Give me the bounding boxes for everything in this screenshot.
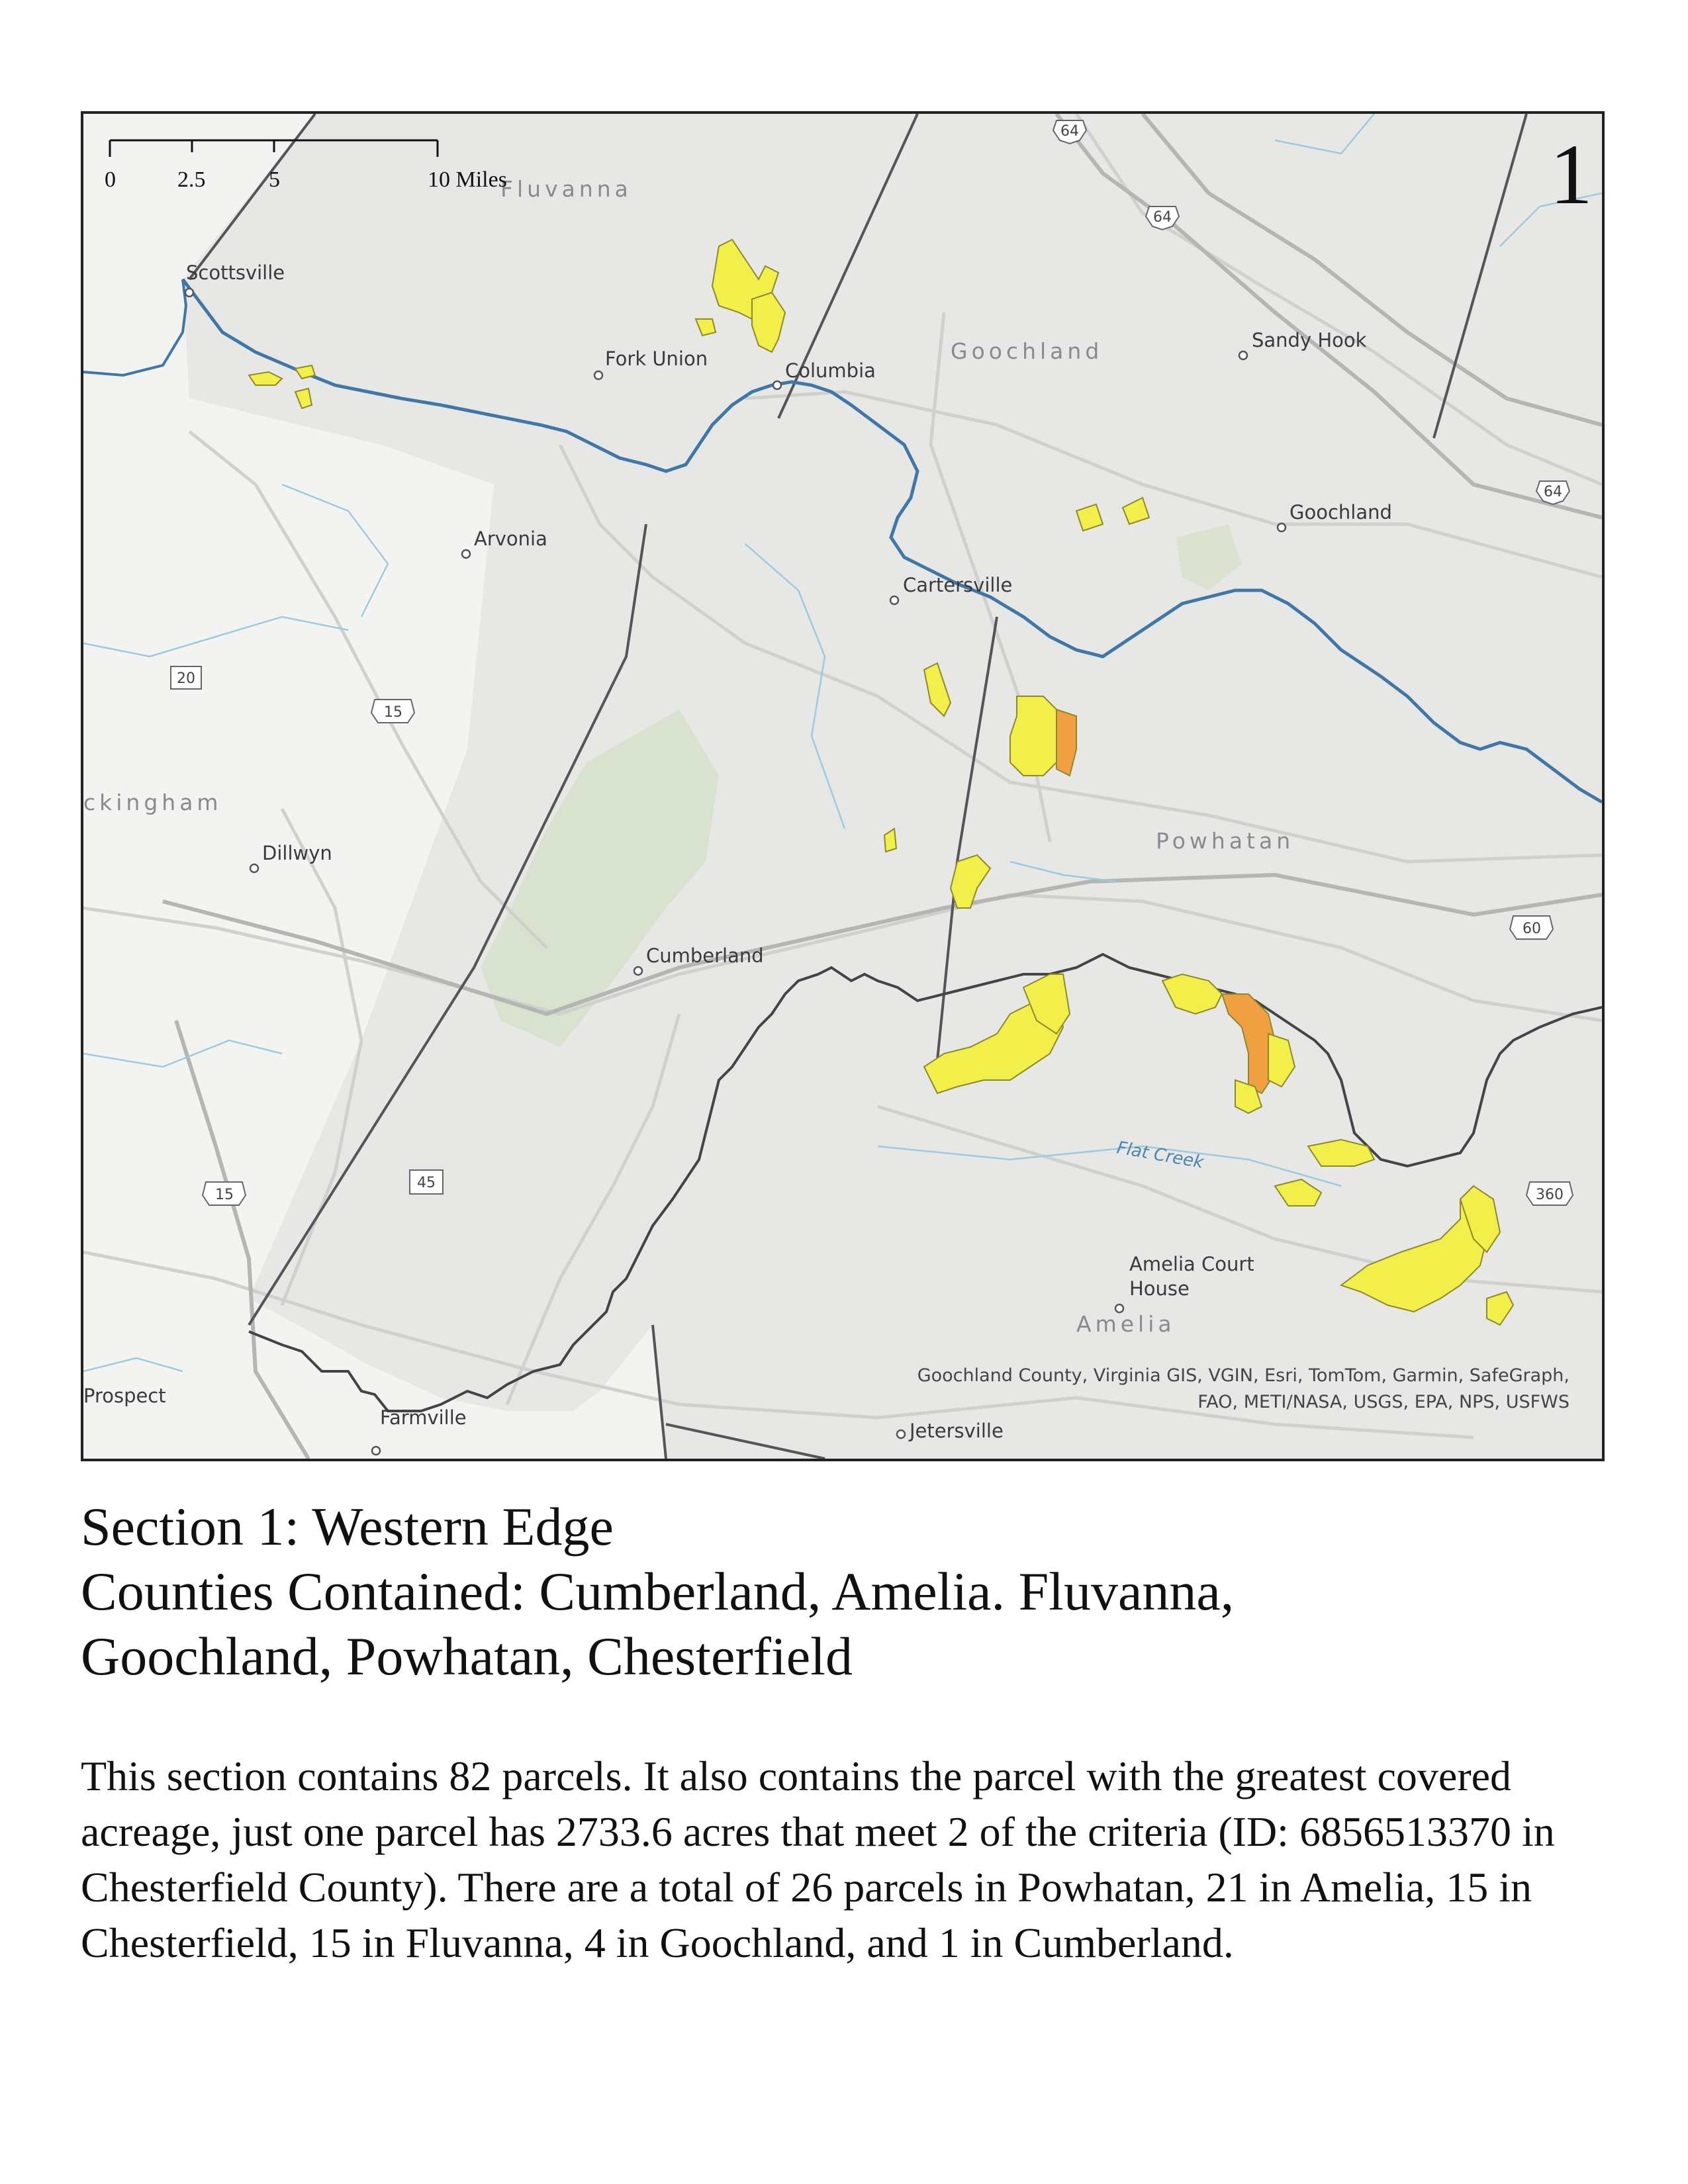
place-label-farmville: Farmville [380,1406,467,1429]
section-description: This section contains 82 parcels. It also contains the parcel with the greatest covered acreage, just one parcel has 2733.6 acres that meet 2 of the criteria (ID: 6856513370 in Chesterfield County). There are a total of 26 parcels in Powhatan, 21 in Amelia, 15 in Chesterfield, 15 in Fluvanna, 4 in Goochland, and 1 in Cumberland. [81,1752,1555,1966]
route-shield [1526,1182,1573,1205]
place-label-sandy-hook: Sandy Hook [1252,329,1367,351]
route-shield [203,1182,246,1205]
county-label-goochland: Goochland [951,338,1103,364]
water-label-flat-creek: Flat Creek [1115,1138,1205,1173]
place-label-goochland: Goochland [1289,501,1392,523]
section-number: 1 [1550,127,1593,222]
route-shield [1510,916,1553,939]
place-label-amelia-court: Amelia Court [1129,1253,1254,1275]
place-label-fork-union: Fork Union [605,347,708,370]
counties-contained-line2: Goochland, Powhatan, Chesterfield [81,1626,853,1686]
map[interactable] [83,114,1602,1459]
scale-tick-label: 0 [105,167,116,192]
county-label-powhatan: Powhatan [1156,828,1295,854]
place-label-prospect: Prospect [83,1385,166,1407]
svg-text:64: 64 [1544,484,1562,500]
svg-text:45: 45 [417,1175,436,1191]
svg-text:20: 20 [177,670,195,687]
svg-text:64: 64 [1153,209,1172,226]
county-label-amelia: Amelia [1076,1311,1176,1337]
route-shield [410,1170,443,1194]
svg-text:64: 64 [1060,123,1079,140]
place-label-cumberland: Cumberland [646,944,764,967]
place-label-arvonia: Arvonia [474,527,547,550]
section-title: Section 1: Western Edge [81,1496,614,1557]
svg-text:360: 360 [1536,1187,1564,1203]
place-label-house: House [1129,1277,1190,1300]
route-shield [371,700,414,723]
scale-tick-label: 2.5 [177,167,206,192]
counties-contained-line1: Counties Contained: Cumberland, Amelia. Fluvanna, [81,1561,1235,1621]
map-frame[interactable] [81,111,1605,1461]
map-attribution-line2: FAO, METI/NASA, USGS, EPA, NPS, USFWS [1197,1392,1570,1412]
svg-text:60: 60 [1523,921,1541,937]
svg-text:15: 15 [215,1187,234,1203]
route-shield [171,666,201,689]
parcel [1010,696,1063,776]
place-label-cartersville: Cartersville [903,574,1013,596]
place-label-scottsville: Scottsville [186,261,285,284]
scale-tick-label: 10 Miles [428,167,507,192]
county-label-buckingham: ckingham [83,790,222,815]
map-attribution-line1: Goochland County, Virginia GIS, VGIN, Esri, TomTom, Garmin, SafeGraph, [917,1365,1570,1386]
svg-text:15: 15 [384,704,402,721]
scale-tick-label: 5 [269,167,280,192]
section-heading [81,1494,1603,1689]
place-label-jetersville: Jetersville [910,1420,1004,1442]
place-label-dillwyn: Dillwyn [262,842,332,864]
county-label-fluvanna: Fluvanna [500,176,632,202]
place-label-columbia: Columbia [785,359,876,382]
